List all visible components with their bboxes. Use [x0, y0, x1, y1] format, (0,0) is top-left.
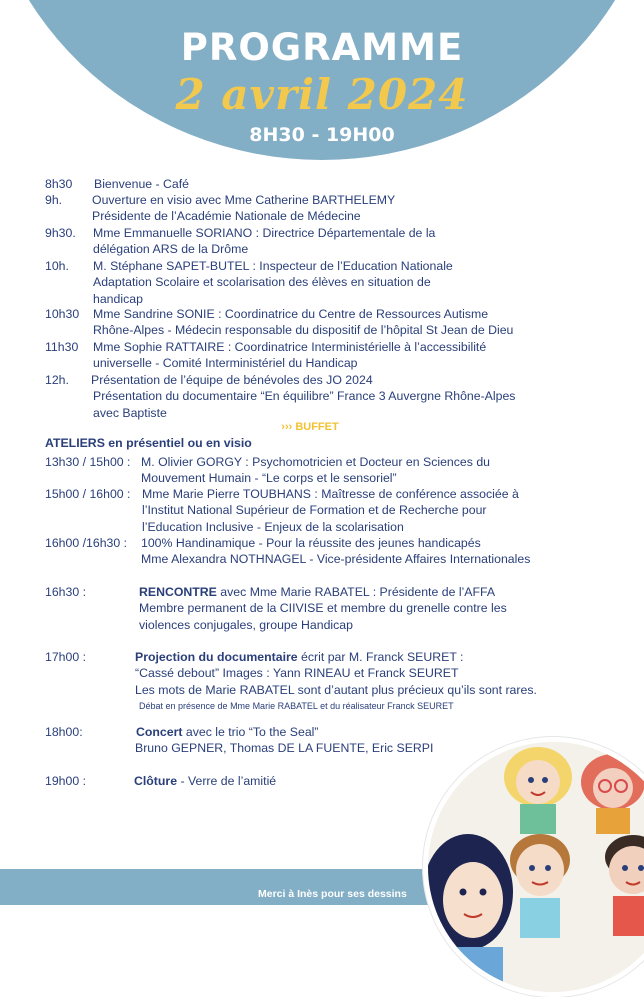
- afternoon-time: 16h30 :: [45, 585, 87, 599]
- schedule-line: Présidente de l’Académie Nationale de Médecine: [92, 209, 361, 224]
- schedule-desc: [93, 258, 453, 307]
- afternoon-rest: - Verre de l’amitié: [177, 774, 277, 788]
- afternoon-line: violences conjugales, groupe Handicap: [139, 617, 353, 632]
- afternoon-desc: [139, 584, 507, 633]
- schedule-line: Bienvenue - Café: [94, 177, 190, 191]
- afternoon-headline: [139, 584, 507, 600]
- afternoon-time: 19h00 :: [45, 774, 87, 788]
- afternoon-time: 17h00 :: [45, 650, 87, 664]
- event-date: 2 avril 2024: [175, 70, 469, 119]
- buffet-label: ››› BUFFET: [281, 421, 339, 433]
- atelier-line: l’Institut National Supérieur de Formation et de Recherche pour: [142, 503, 487, 518]
- schedule-line: Adaptation Scolaire et scolarisation des élèves en situation de: [93, 275, 431, 290]
- afternoon-rest: écrit par M. Franck SEURET :: [297, 650, 464, 664]
- ateliers-heading: ATELIERS en présentiel ou en visio: [45, 436, 252, 450]
- schedule-line: M. Stéphane SAPET-BUTEL : Inspecteur de l’Education Nationale: [93, 259, 453, 273]
- schedule-desc: [93, 225, 435, 258]
- afternoon-line: Les mots de Marie RABATEL sont d’autant plus précieux qu’ils sont rares.: [135, 682, 537, 697]
- schedule-desc: [93, 306, 513, 339]
- atelier-time: 15h00 / 16h00 :: [45, 487, 131, 501]
- atelier-line: Mme Alexandra NOTHNAGEL - Vice-présidente Affaires Internationales: [141, 552, 531, 567]
- schedule-time: 10h30: [45, 307, 80, 321]
- schedule-line: Mme Emmanuelle SORIANO : Directrice Départementale de la: [93, 226, 436, 240]
- schedule-line: universelle - Comité Interministériel du Handicap: [93, 356, 358, 371]
- event-hours: 8H30 - 19H00: [249, 124, 395, 146]
- afternoon-headline: [136, 724, 433, 740]
- afternoon-rest: avec le trio “To the Seal”: [182, 725, 319, 739]
- schedule-line: Présentation de l’équipe de bénévoles des JO 2024: [91, 373, 373, 387]
- schedule-time: 12h.: [45, 373, 69, 387]
- atelier-line: l’Education Inclusive - Enjeux de la scolarisation: [142, 519, 404, 534]
- afternoon-line: “Cassé debout” Images : Yann RINEAU et Franck SEURET: [135, 666, 459, 681]
- afternoon-desc: [136, 724, 433, 757]
- afternoon-rest: avec Mme Marie RABATEL : Présidente de l’AFFA: [216, 585, 496, 599]
- afternoon-desc: [134, 773, 276, 789]
- children-drawing-illustration: [423, 737, 644, 997]
- schedule-line: Mme Sophie RATTAIRE : Coordinatrice Interministérielle à l’accessibilité: [93, 340, 487, 354]
- afternoon-headline: [135, 649, 537, 665]
- schedule-time: 9h.: [45, 193, 63, 207]
- drawing-svg: [428, 742, 644, 992]
- afternoon-bold: Concert: [136, 725, 183, 739]
- atelier-desc: [141, 535, 530, 568]
- atelier-time: 13h30 / 15h00 :: [45, 455, 131, 469]
- atelier-line: Mme Marie Pierre TOUBHANS : Maîtresse de conférence associée à: [142, 487, 519, 501]
- schedule-desc: [93, 339, 486, 372]
- schedule-line: Ouverture en visio avec Mme Catherine BARTHELEMY: [92, 193, 396, 207]
- schedule-time: 9h30.: [45, 226, 76, 240]
- afternoon-time: 18h00:: [45, 725, 83, 739]
- afternoon-line: Membre permanent de la CIIVISE et membre du grenelle contre les: [139, 601, 507, 616]
- atelier-desc: [142, 486, 519, 535]
- atelier-time: 16h00 /16h30 :: [45, 536, 128, 550]
- afternoon-bold: RENCONTRE: [139, 585, 217, 599]
- schedule-time: 8h30: [45, 177, 73, 191]
- schedule-desc: [92, 192, 395, 225]
- afternoon-note: Débat en présence de Mme Marie RABATEL et du réalisateur Franck SEURET: [139, 701, 454, 712]
- schedule-line: Mme Sandrine SONIE : Coordinatrice du Centre de Ressources Autisme: [93, 307, 489, 321]
- afternoon-line: Bruno GEPNER, Thomas DE LA FUENTE, Eric SERPI: [135, 741, 434, 756]
- schedule-line: délégation ARS de la Drôme: [93, 242, 249, 257]
- schedule-line: handicap: [93, 291, 143, 306]
- footer-credit: Merci à Inès pour ses dessins: [258, 888, 407, 900]
- schedule-time: 10h.: [45, 259, 69, 273]
- afternoon-bold: Projection du documentaire: [135, 650, 298, 664]
- atelier-line: M. Olivier GORGY : Psychomotricien et Docteur en Sciences du: [141, 455, 490, 469]
- schedule-line: Présentation du documentaire “En équilibre” France 3 Auvergne Rhône-Alpes: [93, 389, 516, 404]
- schedule-line: avec Baptiste: [93, 405, 167, 420]
- atelier-line: 100% Handinamique - Pour la réussite des jeunes handicapés: [141, 536, 481, 550]
- afternoon-desc: [135, 649, 537, 715]
- atelier-desc: [141, 454, 490, 487]
- schedule-desc: [91, 372, 515, 421]
- afternoon-bold: Clôture: [134, 774, 178, 788]
- schedule-line: Rhône-Alpes - Médecin responsable du dispositif de l’hôpital St Jean de Dieu: [93, 323, 514, 338]
- atelier-line: Mouvement Humain - “Le corps et le sensoriel”: [141, 471, 397, 486]
- schedule-time: 11h30: [45, 340, 79, 354]
- schedule-desc: [94, 176, 189, 192]
- page-title: PROGRAMME: [180, 26, 464, 69]
- afternoon-headline: [134, 773, 276, 789]
